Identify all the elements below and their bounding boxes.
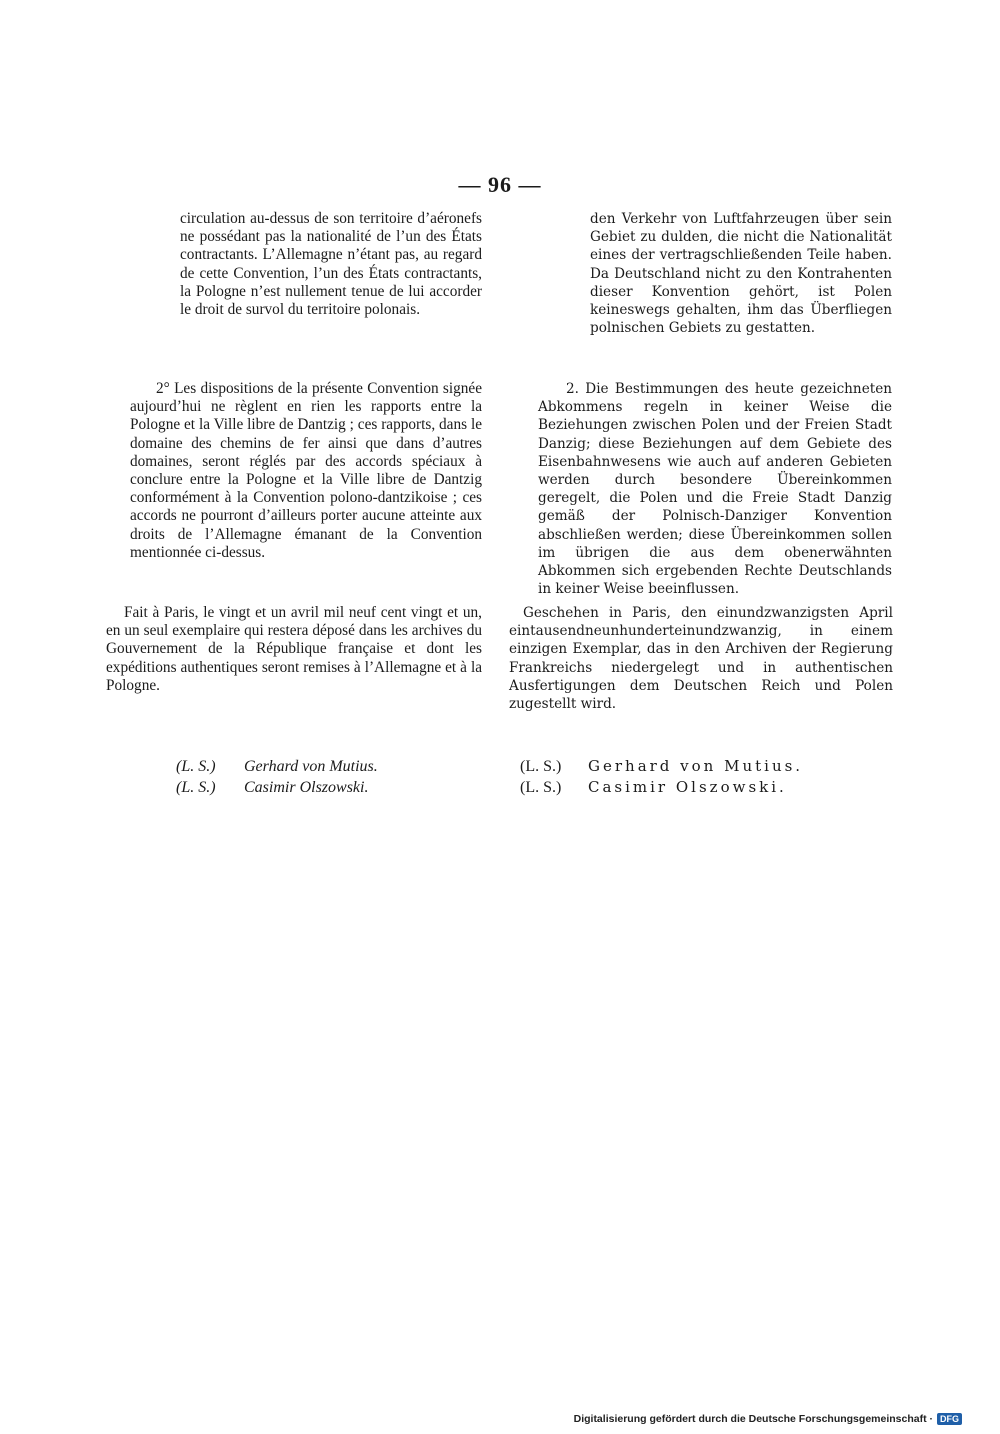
french-paragraph-3: Fait à Paris, le vingt et un avril mil neuf cent vingt et un, en un seul exemplaire qui restera déposé dans les archives du Gouvernement de la République française et dont les expéditions authentiques seront remises à l’Allemagne et à la Pologne. [106, 604, 482, 694]
german-paragraph-1: den Verkehr von Luftfahrzeugen über sein Gebiet zu dulden, die nicht die Nationalität eines der vertragschließenden Teile haben. Da Deutschland nicht zu den Kontrahenten dieser Konvention gehört, ist Polen keineswegs gehalten, ihm das Überfliegen polnischen Gebiets zu gestatten. [590, 211, 892, 337]
signatory-name: Gerhard von Mutius. [588, 757, 804, 775]
german-signatures [520, 756, 803, 798]
credit-text: Digitalisierung gefördert durch die Deutsche Forschungsgemeinschaft · [573, 1413, 933, 1425]
page-number: — 96 — [458, 172, 542, 197]
signatory-name: Gerhard von Mutius. [244, 758, 378, 775]
seal-mark: (L. S.) [176, 779, 216, 796]
seal-mark: (L. S.) [520, 779, 562, 796]
signatory-name: Casimir Olszowski. [244, 779, 369, 796]
seal-mark: (L. S.) [176, 758, 216, 775]
french-column-paragraph-3 [106, 604, 482, 695]
signature-row [520, 777, 803, 798]
german-column-paragraph-1 [590, 210, 892, 337]
german-column-paragraph-2 [538, 380, 892, 598]
seal-mark: (L. S.) [520, 758, 562, 775]
french-paragraph-1: circulation au-dessus de son territoire d’aéronefs ne possédant pas la nationalité de l’un des États contractants. L’Allemagne n’étant pas, au regard de cette Convention, l’un des États contractants, la Pologne n’est nullement tenue de lui accorder le droit de survol du territoire polonais. [180, 210, 482, 319]
french-signatures [176, 756, 378, 798]
french-column-paragraph-2 [130, 380, 482, 562]
signature-row [176, 756, 378, 777]
german-column-paragraph-3 [509, 604, 893, 713]
german-paragraph-3: Geschehen in Paris, den einundzwanzigsten April eintausendneunhunderteinundzwanzig, in einem einzigen Exemplar, das in den Archiven der Regierung Frankreichs niedergelegt und in authentischen Ausfertigungen dem Deutschen Reich und Polen zugestellt wird. [509, 605, 893, 713]
dfg-logo-icon: DFG [937, 1413, 962, 1425]
signature-row [520, 756, 803, 777]
french-column-paragraph-1 [180, 210, 482, 319]
signature-row [176, 777, 378, 798]
signatory-name: Casimir Olszowski. [588, 778, 787, 796]
digitization-credit [574, 1413, 962, 1425]
french-paragraph-2: 2° Les dispositions de la présente Convention signée aujourd’hui ne règlent en rien les rapports entre la Pologne et la Ville libre de Dantzig ; ces rapports, dans le domaine des chemins de fer ainsi que dans d’autres domaines, seront réglés par des accords spéciaux à conclure entre la Pologne et la Ville libre de Dantzig conformément à la Convention polono-dantzikoise ; ces accords ne pourront d’ailleurs porter aucune atteinte aux droits de l’Allemagne émanant de la Convention mentionnée ci-dessus. [130, 380, 482, 561]
german-paragraph-2: 2. Die Bestimmungen des heute gezeichneten Abkommens regeln in keiner Weise die Beziehungen zwischen Polen und der Freien Stadt Danzig; diese Beziehungen auf dem Gebiete des Eisenbahnwesens wie auch auf anderen Gebieten werden durch besondere Übereinkommen geregelt, die Polen und die Freie Stadt Danzig gemäß der Polnisch-Danziger Konvention abschließen werden; diese Übereinkommen sollen im übrigen die aus dem obenerwähnten Abkommen sich ergebenden Rechte Deutschlands in keiner Weise beeinflussen. [538, 381, 892, 598]
